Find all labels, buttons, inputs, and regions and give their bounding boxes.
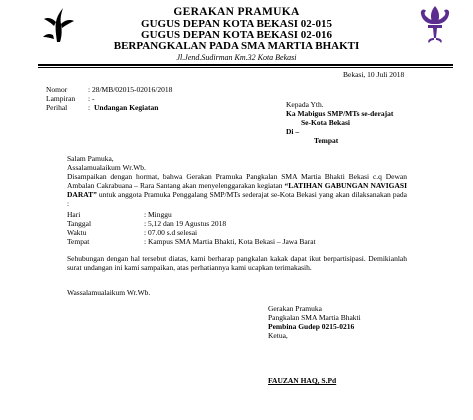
detail-label: Tanggal [67, 219, 92, 228]
detail-value: : Minggu [144, 210, 172, 219]
perihal-colon: : [88, 103, 91, 112]
detail-value: : 5,12 dan 19 Agustus 2018 [144, 219, 227, 228]
detail-label: Hari [67, 210, 81, 219]
recipient-line-4: Di – [286, 127, 300, 136]
detail-label: Tempat [67, 237, 90, 246]
paragraph-invitation [67, 172, 407, 208]
recipient-line-1: Kepada Yth. [286, 100, 324, 109]
perihal-value: Undangan Kegiatan [94, 103, 159, 112]
perihal-label: Perihal [46, 103, 68, 112]
letterhead-rule-thin [38, 67, 453, 68]
lampiran-value: : - [88, 94, 95, 103]
recipient-line-3: Se-Kota Bekasi [301, 118, 350, 127]
paragraph-closing: Sehubungan dengan hal tersebut diatas, kami berharap pangkalan kakak dapat ikut berpartisipasi. Demikianlah surat undangan ini kami sampaikan, atas perhatiannya kami ucapkan terimakasih. [67, 254, 407, 272]
lampiran-label: Lampiran [46, 94, 76, 103]
signature-org-1: Gerakan Pramuka [268, 304, 322, 313]
letterhead-line-3: GUGUS DEPAN KOTA BEKASI 02-016 [141, 29, 332, 41]
signatory-name: FAUZAN HAQ, S.Pd [268, 376, 337, 385]
signature-org-3: Pembina Gudep 0215-0216 [268, 322, 355, 331]
signature-org-2: Pangkalan SMA Martia Bhakti [268, 313, 361, 322]
detail-label: Waktu [67, 228, 87, 237]
recipient-line-5: Tempat [314, 136, 339, 145]
detail-value: : Kampus SMA Martia Bhakti, Kota Bekasi – Jawa Barat [144, 237, 316, 246]
event-name: “LATIHAN GABUNGAN NAVIGASI DARAT” [67, 181, 407, 199]
letterhead-line-2: GUGUS DEPAN KOTA BEKASI 02-015 [141, 18, 332, 30]
nomor-label: Nomor [46, 85, 68, 94]
signature-role: Ketua, [268, 331, 288, 340]
paragraph-invitation-text-b: untuk anggota Pramuka Penggalang SMP/MTs sederajat se-Kota Bekasi yang akan dilaksanakan pada : [67, 190, 407, 208]
closing-salam: Wassalamualaikum Wr.Wb. [67, 288, 151, 297]
detail-value: : 07.00 s.d selesai [144, 228, 198, 237]
paragraph-invitation-text-a: Disampaikan dengan hormat, bahwa Gerakan Pramuka Pangkalan SMA Martia Bhakti Bekasi c.q Dewan Ambalan Cakrabuana – Rara Santang akan menyelenggarakan kegiatan [67, 172, 407, 190]
opening-salam: Assalamualaikum Wr.Wb. [67, 163, 146, 172]
letterhead-address: Jl.Jend.Sudirman Km.32 Kota Bekasi [176, 53, 297, 62]
recipient-line-2: Ka Mabigus SMP/MTs se-derajat [286, 109, 394, 118]
nomor-value: : 28/MB/02015-02016/2018 [88, 85, 173, 94]
letterhead-line-1: GERAKAN PRAMUKA [173, 6, 300, 18]
letter-date: Bekasi, 10 Juli 2018 [343, 70, 405, 79]
letterhead-rule [38, 64, 453, 66]
letterhead-line-4: BERPANGKALAN PADA SMA MARTIA BHAKTI [113, 40, 360, 52]
greeting: Salam Pamuka, [67, 154, 114, 163]
